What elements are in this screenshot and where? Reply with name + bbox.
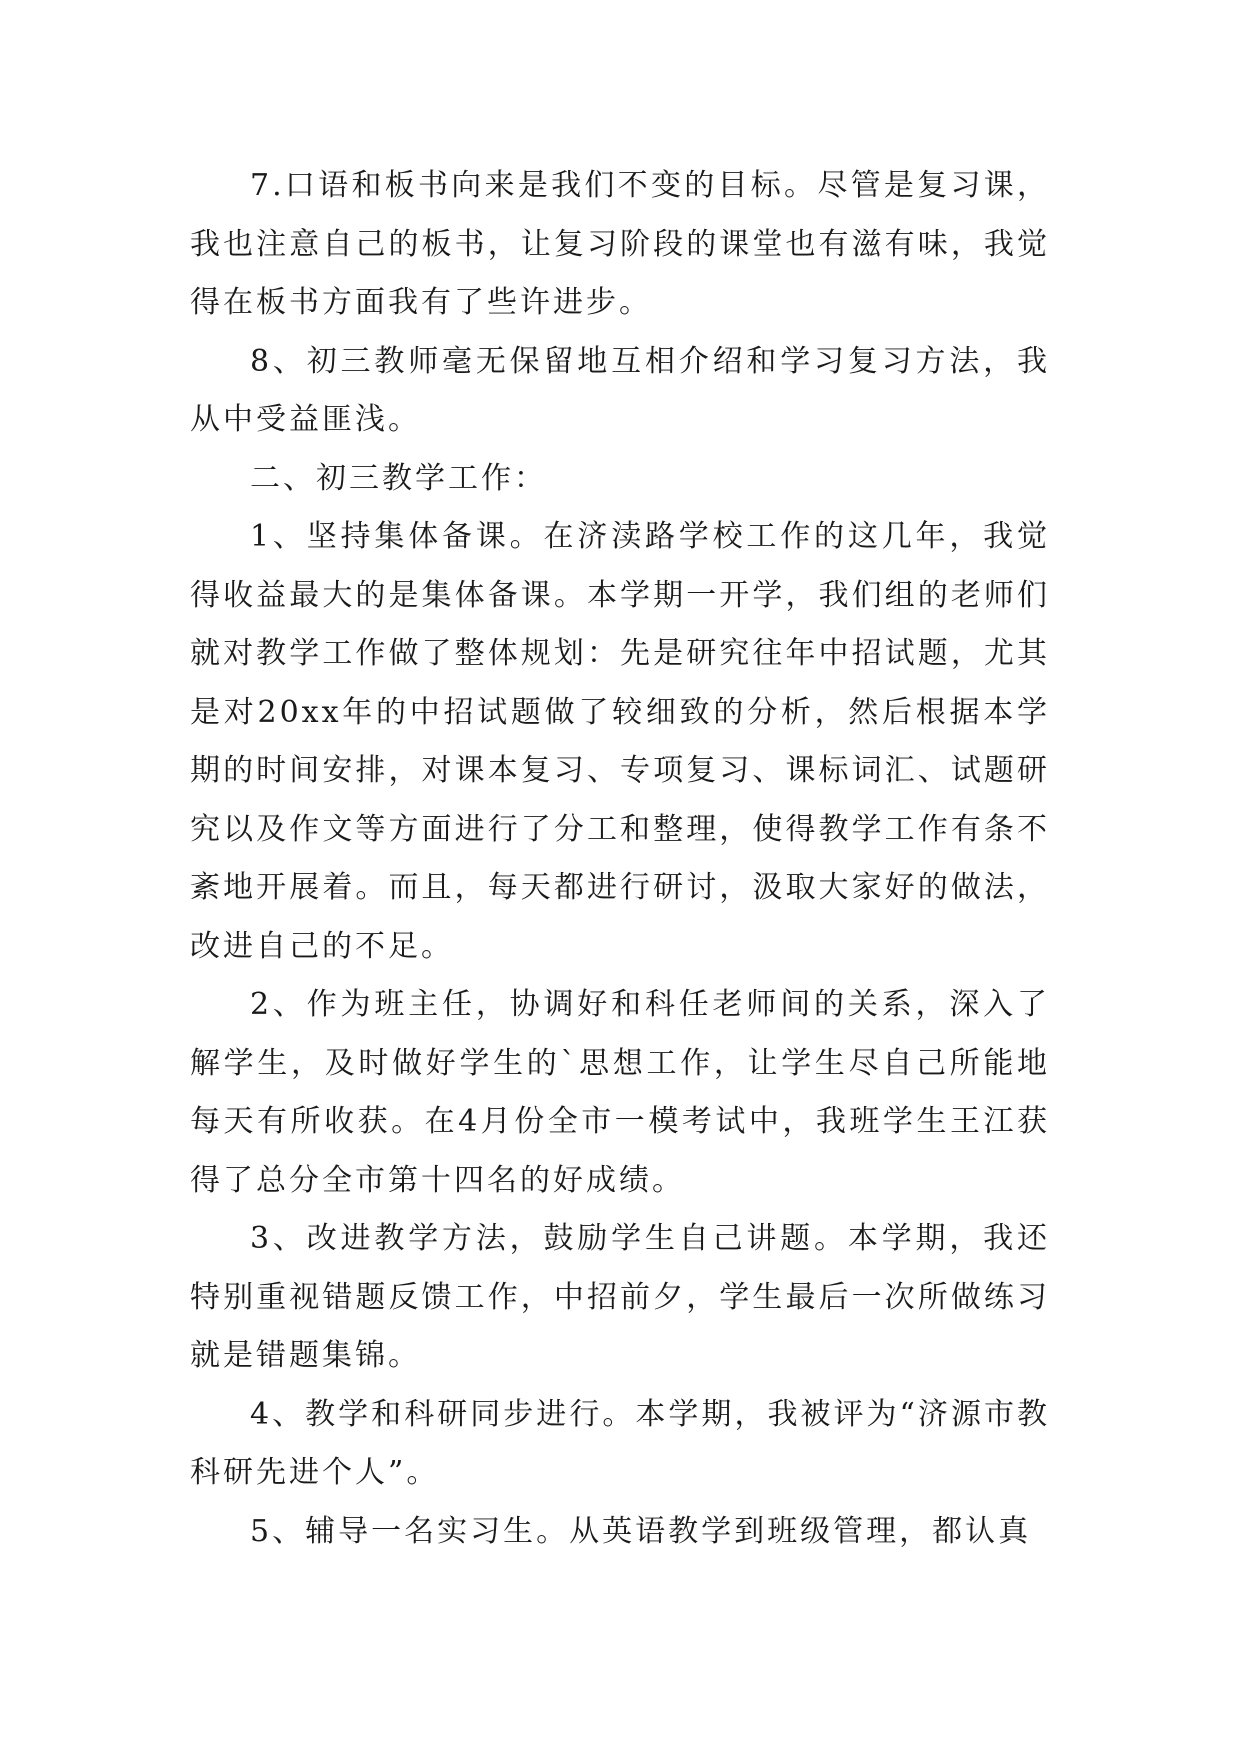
paragraph-item-1: 1、坚持集体备课。在济渎路学校工作的这几年，我觉得收益最大的是集体备课。本学期一开学，我们组的老师们就对教学工作做了整体规划：先是研究往年中招试题，尤其是对20xx年的中招试题做了较细致的分析，然后根据本学期的时间安排，对课本复习、专项复习、课标词汇、试题研究以及作文等方面进行了分工和整理，使得教学工作有条不紊地开展着。而且，每天都进行研讨，汲取大家好的做法，改进自己的不足。 [190, 519, 1050, 964]
paragraph-item-8: 8、初三教师毫无保留地互相介绍和学习复习方法，我从中受益匪浅。 [190, 343, 1050, 437]
paragraph-item-5: 5、辅导一名实习生。从英语教学到班级管理，都认真 [250, 1513, 1032, 1549]
paragraph-item-2: 2、作为班主任，协调好和科任老师间的关系，深入了解学生，及时做好学生的`思想工作，让学生尽自己所能地每天有所收获。在4月份全市一模考试中，我班学生王江获得了总分全市第十四名的好成绩。 [190, 987, 1050, 1198]
paragraph-item-3: 3、改进教学方法，鼓励学生自己讲题。本学期，我还特别重视错题反馈工作，中招前夕，学生最后一次所做练习就是错题集锦。 [190, 1221, 1050, 1373]
section-heading-teaching-work: 二、初三教学工作： [250, 460, 547, 496]
document-body [190, 157, 1050, 1561]
paragraph-item-7: 7.口语和板书向来是我们不变的目标。尽管是复习课，我也注意自己的板书，让复习阶段的课堂也有滋有味，我觉得在板书方面我有了些许进步。 [190, 168, 1050, 320]
paragraph-item-4: 4、教学和科研同步进行。本学期，我被评为“济源市教科研先进个人”。 [190, 1396, 1050, 1490]
